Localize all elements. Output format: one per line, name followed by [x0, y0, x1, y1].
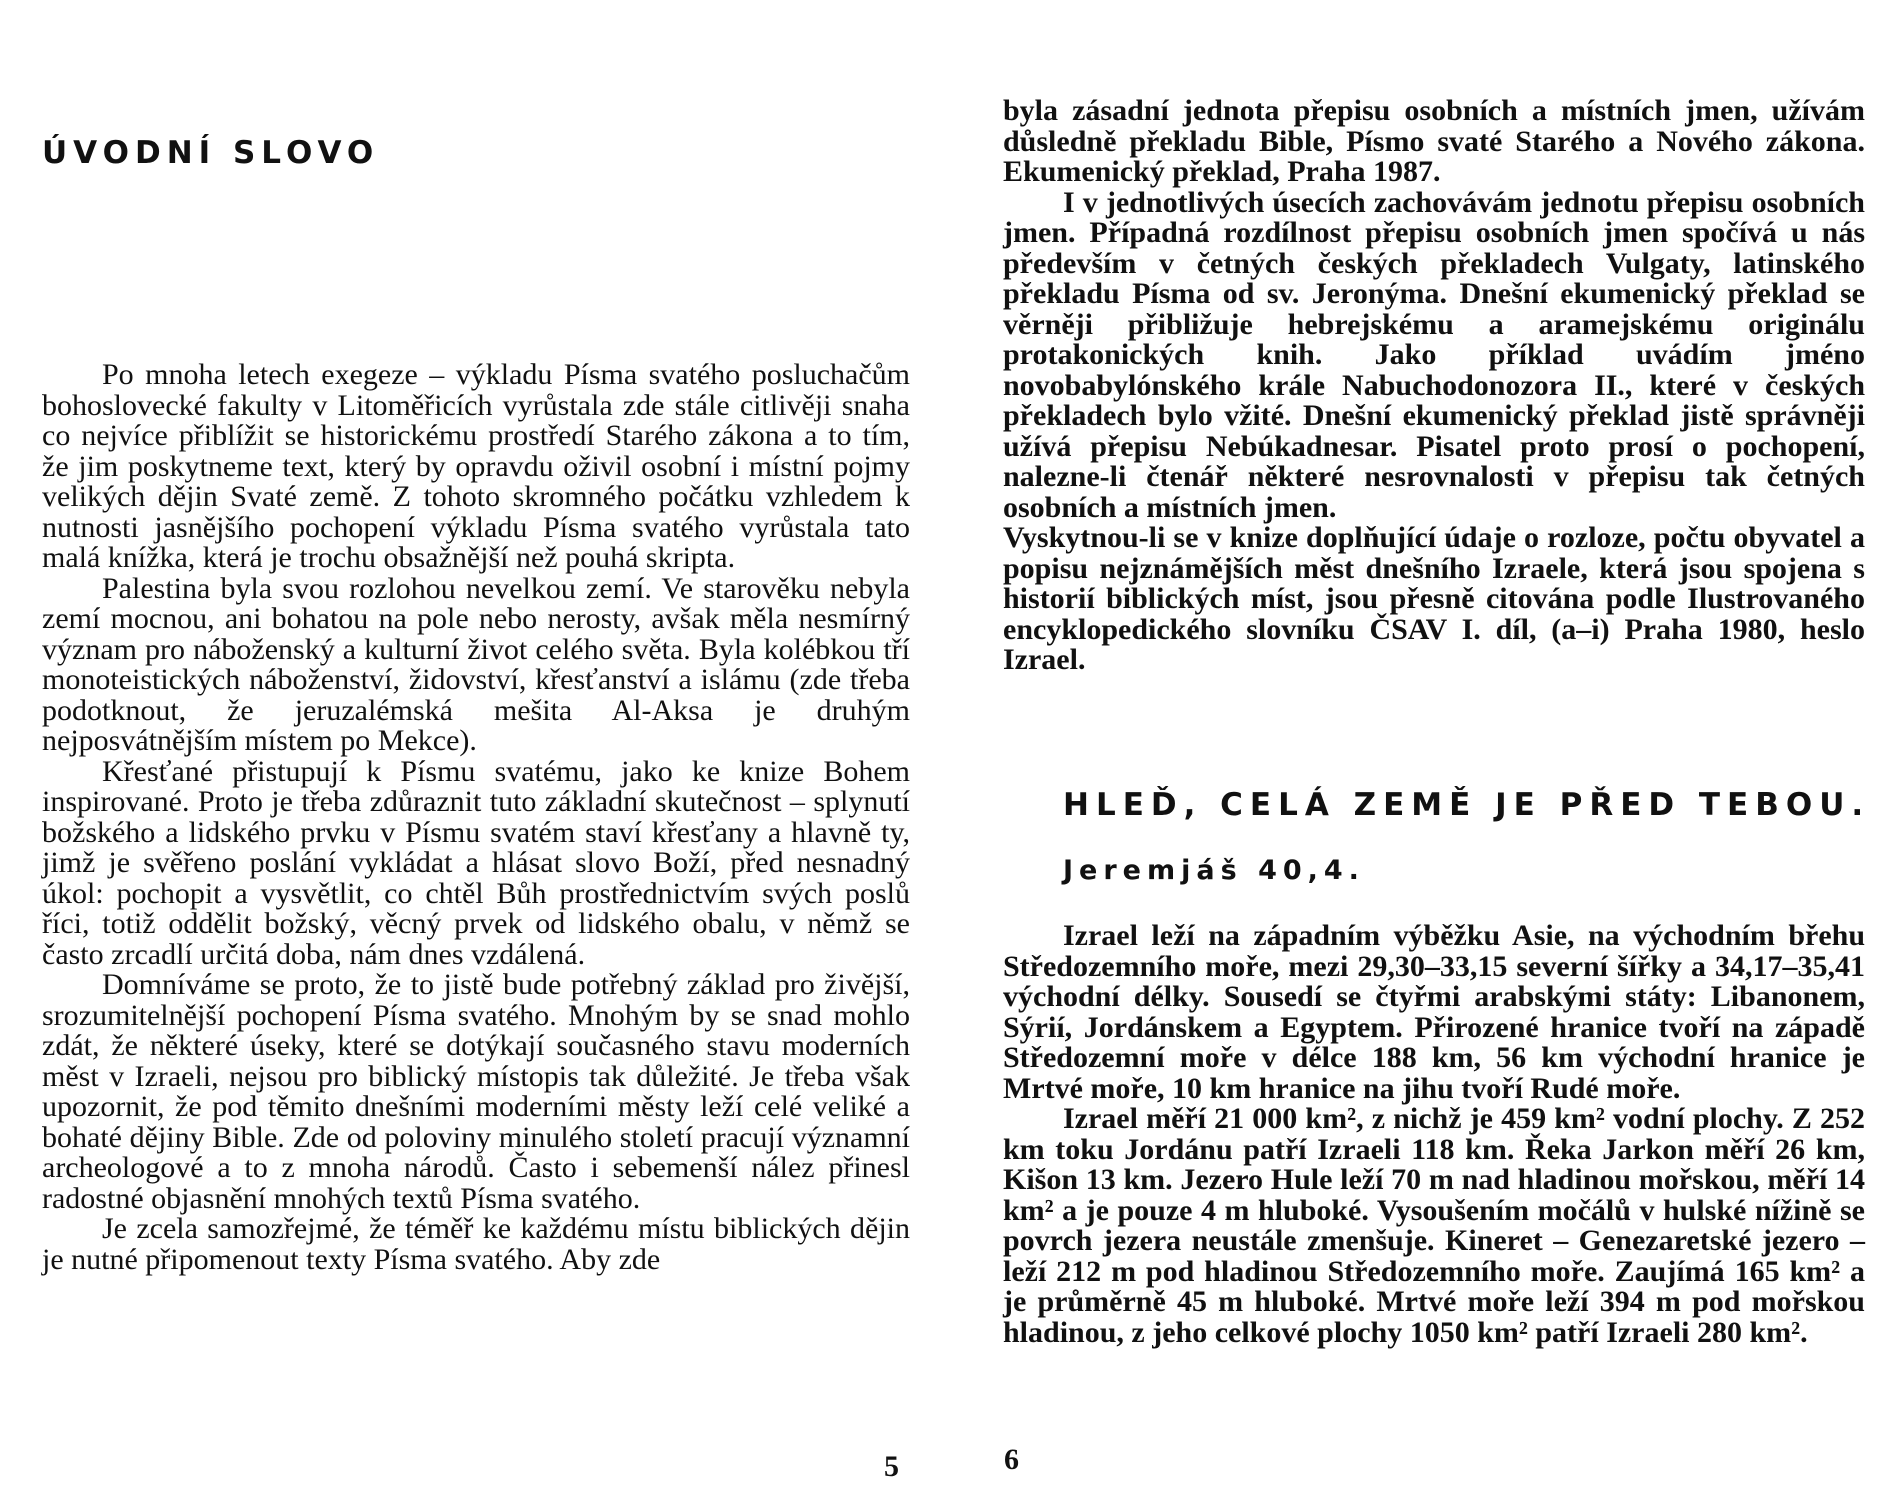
paragraph: Křesťané přistupují k Písmu svatému, jako ke knize Bohem inspirované. Proto je třeba zdůraznit tuto základní skutečnost – splynutí božského a lidského prvku v Písmu svatém staví křesťany a hlavně ty, jimž je svěřeno poslání vykládat a hlásat slovo Boží, před nesnadný úkol: pochopit a vysvětlit, co chtěl Bůh prostřednictvím svých poslů říci, totiž oddělit božský, věcný prvek od lidského obalu, v němž se často zrcadlí určitá doba, nám dnes vzdálená.: [42, 754, 910, 971]
paragraph: Po mnoha letech exegeze – výkladu Písma svatého posluchačům bohoslovecké fakulty v Litoměřicích vyrůstala zde stále citlivěji snaha co nejvíce přiblížit se historickému prostředí Starého zákona a to tím, že jim poskytneme text, který by opravdu oživil osobní i místní pojmy velikých dějin Svaté země. Z tohoto skromného počátku vzhledem k nutnosti jasnějšího pochopení výkladu Písma svatého vyrůstala tato malá knížka, která je trochu obsažnější než pouhá skripta.: [42, 358, 910, 574]
paragraph: Izrael leží na západním výběžku Asie, na východním břehu Středozemního moře, mezi 29,30–33,15 severní šířky a 34,17–35,41 východní délky. Sousedí se čtyřmi arabskými státy: Libanonem, Sýrií, Jordánskem a Egyptem. Přirozené hranice tvoří na západě Středozemní moře v délce 188 km, 56 km východní hranice je Mrtvé moře, 10 km hranice na jihu tvoří Rudé moře.: [1003, 919, 1865, 1105]
paragraph: Palestina byla svou rozlohou nevelkou zemí. Ve starověku nebyla zemí mocnou, ani bohatou na pole nebo nerosty, avšak měla nesmírný význam pro náboženský a kulturní život celého světa. Byla kolébkou tří monoteistických náboženství, židovství, křesťanství a islámu (zde třeba podotknout, že jeruzalémská mešita Al-Aksa je druhým nejposvátnějším místem po Mekce).: [42, 571, 910, 757]
paragraph: Je zcela samozřejmé, že téměř ke každému místu biblických dějin je nutné připomenout texty Písma svatého. Aby zde: [42, 1212, 910, 1276]
paragraph: Izrael měří 21 000 km², z nichž je 459 km² vodní plochy. Z 252 km toku Jordánu patří Izraeli 118 km. Řeka Jarkon měří 26 km, Kišon 13 km. Jezero Hule leží 70 m nad hladinou mořskou, měří 14 km² a je pouze 4 m hluboké. Vysoušením močálů v hulské nížině se povrch jezera neustále zmenšuje. Kineret – Genezaretské jezero – leží 212 m pod hladinou Středozemního moře. Zaujímá 165 km² a je průměrně 45 m hluboké. Mrtvé moře leží 394 m pod mořskou hladinou, z jeho celkové plochy 1050 km² patří Izraeli 280 km².: [1003, 1102, 1865, 1349]
chapter-subheading: Jeremjáš 40,4.: [1063, 855, 1365, 886]
body-text: [42, 360, 910, 1275]
paragraph: byla zásadní jednota přepisu osobních a místních jmen, užívám důsledně překladu Bible, Písmo svaté Starého a Nového zákona. Ekumenický překlad, Praha 1987.: [1003, 94, 1865, 188]
page-number: 6: [1004, 1443, 1019, 1476]
page-number: 5: [884, 1450, 899, 1483]
chapter-heading: HLEĎ, CELÁ ZEMĚ JE PŘED TEBOU.: [1063, 787, 1871, 823]
paragraph: Domníváme se proto, že to jistě bude potřebný základ pro živější, srozumitelnější pochopení Písma svatého. Mnohým by se snad mohlo zdát, že některé úseky, které se dotýkají současného stavu moderních měst v Izraeli, nejsou pro biblický místopis tak důležité. Je třeba však upozornit, že pod těmito dnešními moderními městy leží celé veliké a bohaté dějiny Bible. Zde od poloviny minulého století pracují významní archeologové a to z mnoha národů. Často i sebemenší nález přinesl radostné objasnění mnohých textů Písma svatého.: [42, 968, 910, 1215]
paragraph: I v jednotlivých úsecích zachovávám jednotu přepisu osobních jmen. Případná rozdílnost přepisu osobních jmen spočívá u nás především v četných českých překladech Vulgaty, latinského překladu Písma od sv. Jeronýma. Dnešní ekumenický překlad se věrněji přibližuje hebrejskému a aramejskému originálu protakonických knih. Jako příklad uvádím jméno novobabylónského krále Nabuchodonozora II., které v českých překladech bylo vžité. Dnešní ekumenický překlad jistě správněji užívá přepisu Nebúkadnesar. Pisatel proto prosí o pochopení, nalezne-li čtenář některé nesrovnalosti v přepisu tak četných osobních a místních jmen.: [1003, 185, 1865, 524]
body-text: [1003, 921, 1865, 1348]
page-heading: ÚVODNÍ SLOVO: [42, 135, 380, 171]
paragraph: Vyskytnou-li se v knize doplňující údaje o rozloze, počtu obyvatel a popisu nejznámějších měst dnešního Izraele, která jsou spojena s historií biblických míst, jsou přesně citována podle Ilustrovaného encyklopedického slovníku ČSAV I. díl, (a–i) Praha 1980, heslo Izrael.: [1003, 521, 1865, 676]
intro-text: [1003, 96, 1865, 676]
